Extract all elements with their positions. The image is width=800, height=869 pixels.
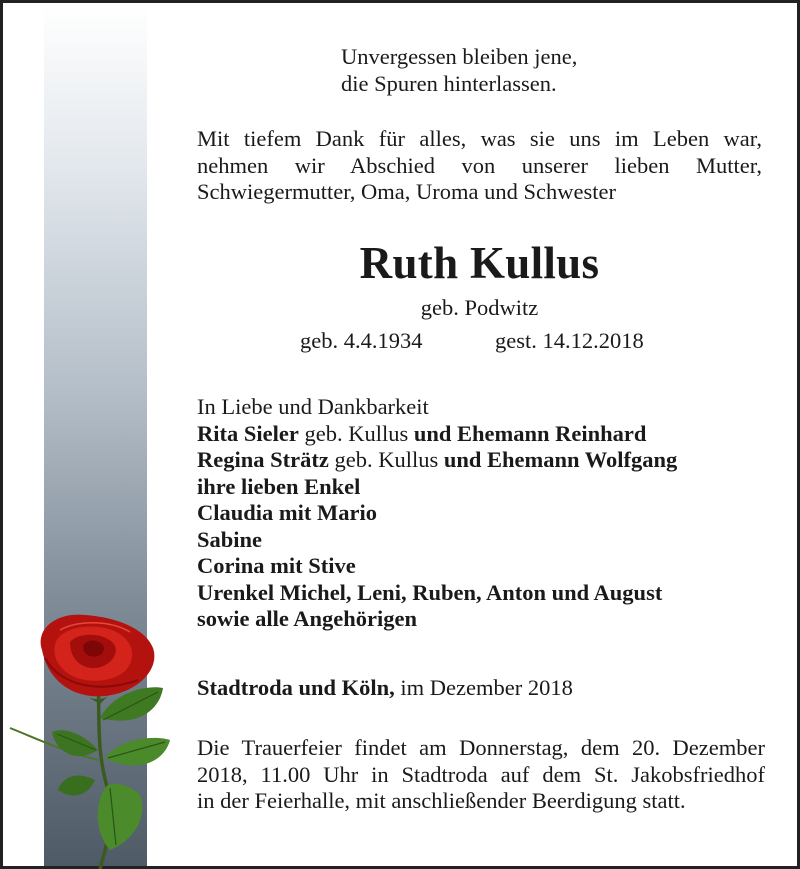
birth-date: geb. 4.4.1934 — [300, 328, 423, 353]
mourner-name: Regina Strätz — [197, 447, 329, 472]
mourner-line: Urenkel Michel, Leni, Ruben, Anton und August — [197, 579, 663, 605]
mourner-name: Rita Sieler — [197, 420, 299, 446]
intro-line: Mit tiefem Dank für alles, was sie uns im Leben war, — [197, 126, 762, 151]
mourner-spouse: und Ehemann Wolfgang — [443, 447, 678, 472]
funeral-line: in der Feierhalle, mit anschließender Beerdigung statt. — [197, 788, 686, 813]
motto — [341, 44, 641, 97]
death-date: gest. 14.12.2018 — [495, 328, 644, 353]
motto-line: die Spuren hinterlassen. — [341, 70, 557, 96]
mourners-list — [197, 394, 777, 633]
intro-line: nehmen wir Abschied von unserer lieben Mutter, — [197, 152, 762, 178]
place-date — [197, 675, 777, 702]
mourner-nee: geb. Kullus — [334, 447, 439, 472]
funeral-line: 2018, 11.00 Uhr in Stadtroda auf dem St. Jakobsfriedhof — [197, 761, 765, 787]
funeral-line: Die Trauerfeier findet am Donnerstag, dem 20. Dezember — [197, 735, 765, 760]
mourner-line: ihre lieben Enkel — [197, 473, 361, 499]
mourner-line: Sabine — [197, 526, 263, 552]
mourner-nee: geb. Kullus — [304, 420, 409, 446]
mourner-line: sowie alle Angehörigen — [197, 606, 417, 631]
mourner-line: Corina mit Stive — [197, 553, 356, 578]
mourner-spouse: und Ehemann Reinhard — [413, 420, 647, 446]
funeral-info — [197, 735, 765, 815]
maiden-name: geb. Podwitz — [420, 295, 539, 320]
mourners-heading: In Liebe und Dankbarkeit — [197, 394, 429, 419]
mourner-line — [197, 421, 777, 448]
motto-line: Unvergessen bleiben jene, — [341, 44, 578, 69]
rose-image — [0, 600, 180, 869]
mourner-line — [197, 447, 777, 474]
date: im Dezember 2018 — [400, 675, 573, 700]
mourner-line: Claudia mit Mario — [197, 500, 377, 525]
intro-text — [197, 126, 762, 206]
intro-line: Schwiegermutter, Oma, Uroma und Schwester — [197, 179, 616, 204]
deceased-name: Ruth Kullus — [359, 238, 600, 288]
place: Stadtroda und Köln, — [197, 675, 395, 700]
